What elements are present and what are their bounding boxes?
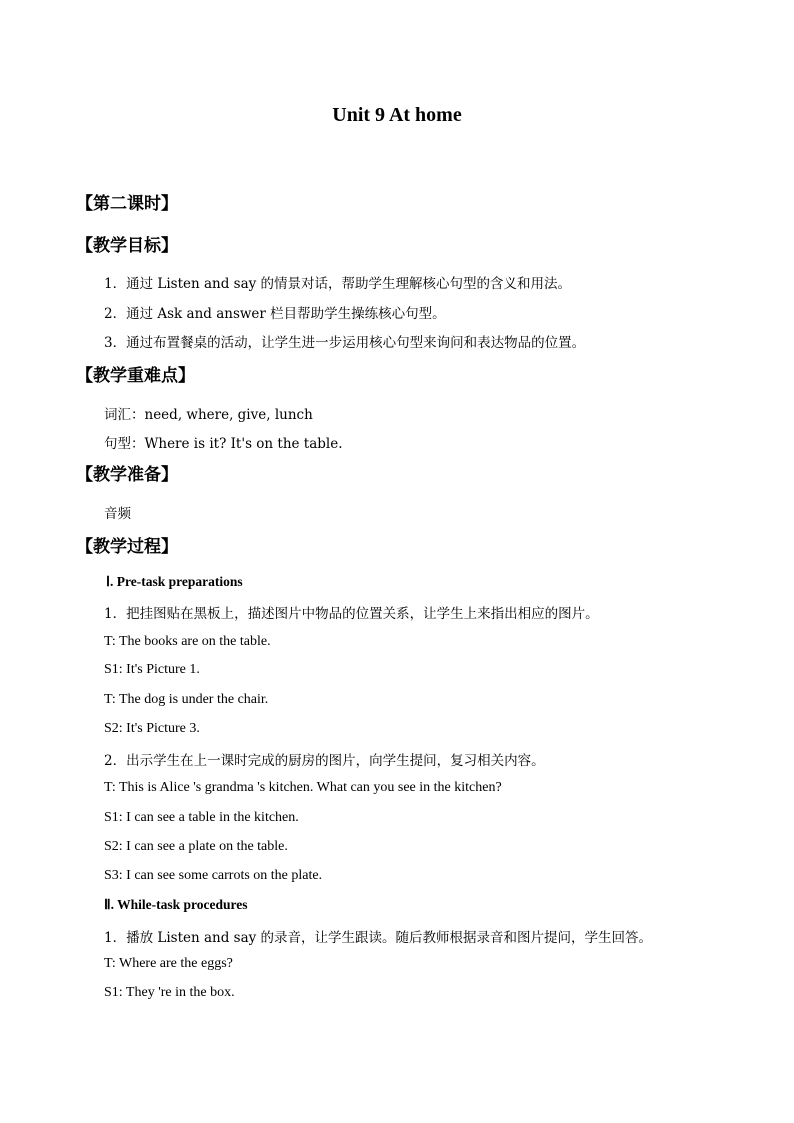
objectives-heading: 【教学目标】: [76, 236, 178, 256]
while-task-line: T: Where are the eggs?: [104, 956, 233, 971]
key-points-heading: 【教学重难点】: [76, 366, 195, 386]
objective-item: 1．通过 Listen and say 的情景对话，帮助学生理解核心句型的含义和用法。: [104, 276, 572, 292]
pre-task-line: 1．把挂图贴在黑板上，描述图片中物品的位置关系，让学生上来指出相应的图片。: [104, 606, 599, 622]
pre-task-line: 2．出示学生在上一课时完成的厨房的图片，向学生提问，复习相关内容。: [104, 753, 545, 769]
key-point-vocabulary: 词汇：need, where, give, lunch: [104, 407, 313, 423]
while-task-heading: Ⅱ. While-task procedures: [104, 897, 248, 912]
pre-task-line: S3: I can see some carrots on the plate.: [104, 868, 323, 883]
while-task-line: S1: They 're in the box.: [104, 985, 235, 1000]
pre-task-line: S2: It's Picture 3.: [104, 721, 200, 736]
pre-task-line: T: The books are on the table.: [104, 634, 271, 649]
pre-task-line: T: The dog is under the chair.: [104, 692, 269, 707]
pre-task-line: T: This is Alice 's grandma 's kitchen. What can you see in the kitchen?: [104, 780, 502, 795]
key-point-sentence: 句型：Where is it? It's on the table.: [104, 436, 343, 452]
objective-item: 3．通过布置餐桌的活动，让学生进一步运用核心句型来询问和表达物品的位置。: [104, 335, 586, 351]
pre-task-heading: Ⅰ. Pre-task preparations: [106, 574, 243, 589]
process-heading: 【教学过程】: [76, 537, 178, 557]
pre-task-line: S1: I can see a table in the kitchen.: [104, 810, 299, 825]
while-task-line: 1．播放 Listen and say 的录音，让学生跟读。随后教师根据录音和图片提问，学生回答。: [104, 930, 653, 946]
pre-task-line: S2: I can see a plate on the table.: [104, 839, 288, 854]
pre-task-line: S1: It's Picture 1.: [104, 662, 200, 677]
preparation-text: 音频: [104, 506, 131, 522]
document-title: Unit 9 At home: [332, 104, 462, 126]
lesson-heading: 【第二课时】: [76, 194, 178, 214]
preparation-heading: 【教学准备】: [76, 465, 178, 485]
objective-item: 2．通过 Ask and answer 栏目帮助学生操练核心句型。: [104, 306, 446, 322]
